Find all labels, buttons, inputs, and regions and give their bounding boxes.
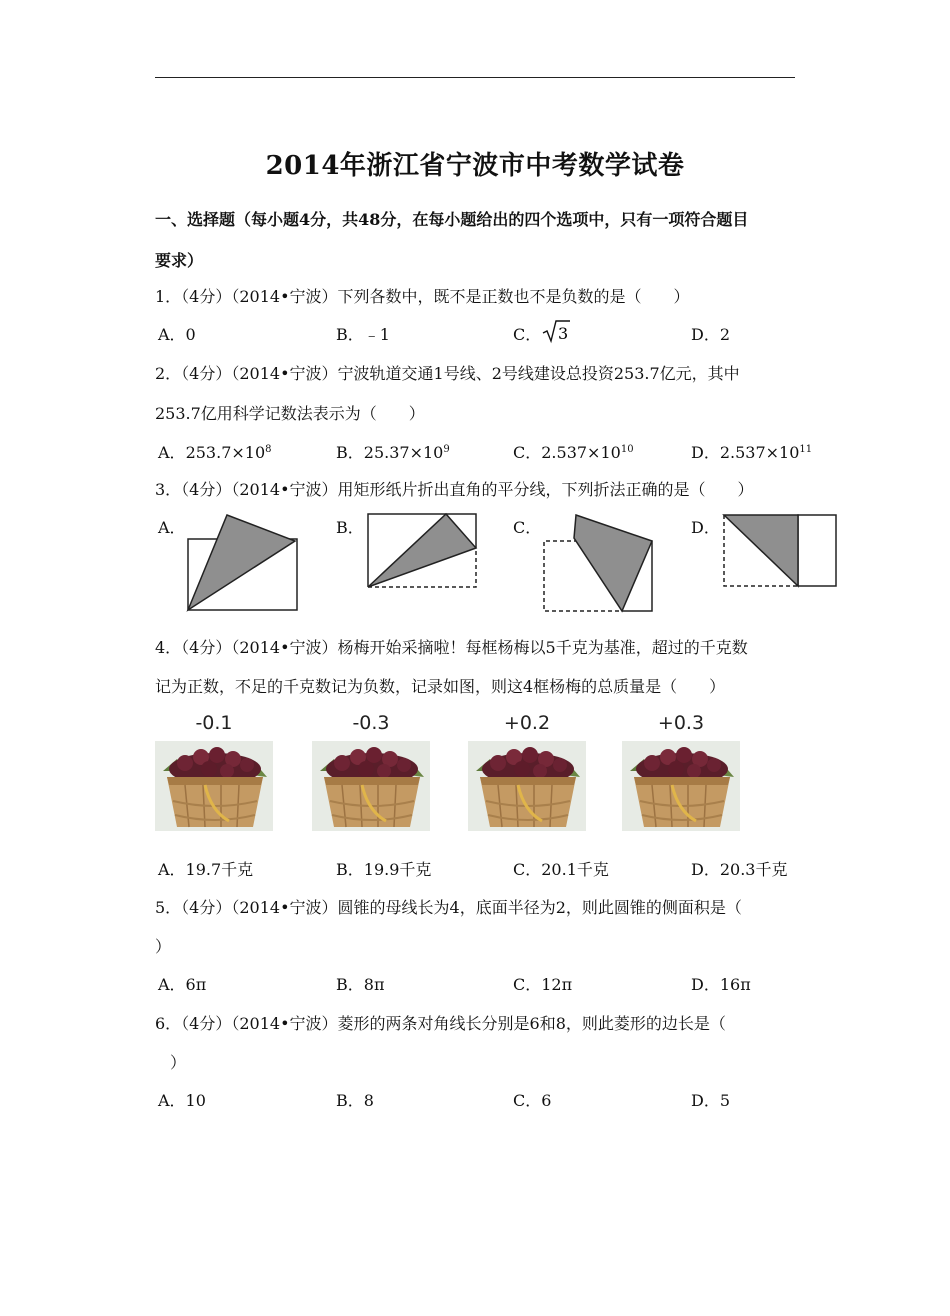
bayberry-basket-image: [622, 741, 740, 831]
q2-option-a: [158, 440, 272, 463]
fold-figure-c: [541, 512, 655, 614]
q2-option-b-base: 25.37×10: [363, 443, 444, 462]
q2-option-a-label: A．: [158, 443, 186, 462]
q4-option-d: D．20.3千克: [691, 860, 788, 879]
q1-radicand: 3: [558, 324, 569, 343]
bayberry-basket-image: [468, 741, 586, 831]
q4-option-b: B．19.9千克: [336, 860, 432, 879]
q6-option-d: D．5: [691, 1091, 731, 1110]
q2-option-c-base: 2.537×10: [541, 443, 621, 462]
q1-option-d: D．2: [691, 325, 731, 344]
q1-option-a: A．0: [158, 325, 196, 344]
square-root-icon: [541, 318, 571, 348]
q2-option-d-exp: 11: [799, 444, 813, 455]
q3-option-b: B．: [336, 518, 364, 537]
basket-label-4: +0.3: [657, 712, 705, 734]
q3-option-d: D．: [691, 518, 720, 537]
basket-label-2: -0.3: [352, 712, 390, 734]
q5-option-d: D．16π: [691, 975, 751, 994]
q6-option-c: C．6: [513, 1091, 552, 1110]
fold-figure-a: [186, 513, 300, 613]
section-heading-line1: 一、选择题（每小题4分，共48分，在每小题给出的四个选项中，只有一项符合题目: [155, 210, 749, 229]
question-1-stem: 1．（4分）（2014•宁波）下列各数中，既不是正数也不是负数的是（ ）: [155, 287, 690, 306]
question-6-stem-line2: ）: [170, 1053, 187, 1072]
q1-option-c-label: C．: [513, 325, 542, 344]
basket-label-3: +0.2: [503, 712, 551, 734]
basket-label-1: -0.1: [195, 712, 233, 734]
question-2-stem-line2: 253.7亿用科学记数法表示为（ ）: [155, 404, 425, 423]
fold-figure-d: [721, 512, 839, 590]
q2-option-c-exp: 10: [620, 444, 634, 455]
q2-option-b-label: B．: [336, 443, 364, 462]
q4-option-c: C．20.1千克: [513, 860, 609, 879]
q2-option-d-base: 2.537×10: [719, 443, 800, 462]
question-2-stem-line1: 2．（4分）（2014•宁波）宁波轨道交通1号线、2号线建设总投资253.7亿元，其中: [155, 364, 740, 383]
q2-option-c-label: C．: [513, 443, 542, 462]
q6-option-b: B．8: [336, 1091, 374, 1110]
question-4-stem-line1: 4．（4分）（2014•宁波）杨梅开始采摘啦！每框杨梅以5千克为基准，超过的千克数: [155, 638, 748, 657]
q4-option-a: A．19.7千克: [158, 860, 254, 879]
question-5-stem-line2: ）: [155, 937, 172, 956]
q2-option-a-exp: 8: [265, 444, 272, 455]
fold-figure-b: [364, 512, 480, 590]
q1-option-b: B．﹣1: [336, 325, 390, 344]
q3-option-a: A．: [158, 518, 186, 537]
q2-option-d: [691, 440, 812, 463]
q2-option-b-exp: 9: [443, 444, 450, 455]
question-3-stem: 3．（4分）（2014•宁波）用矩形纸片折出直角的平分线，下列折法正确的是（ ）: [155, 480, 754, 499]
q2-option-a-base: 253.7×10: [185, 443, 266, 462]
q6-option-a: A．10: [158, 1091, 206, 1110]
q2-option-c: [513, 440, 634, 463]
q5-option-a: A．6π: [158, 975, 207, 994]
q2-option-d-label: D．: [691, 443, 720, 462]
bayberry-basket-image: [155, 741, 273, 831]
question-4-stem-line2: 记为正数，不足的千克数记为负数，记录如图，则这4框杨梅的总质量是（ ）: [155, 677, 726, 696]
page-title: 2014年浙江省宁波市中考数学试卷: [265, 151, 685, 181]
bayberry-basket-image: [312, 741, 430, 831]
section-heading-line2: 要求）: [155, 251, 204, 270]
q5-option-c: C．12π: [513, 975, 573, 994]
q5-option-b: B．8π: [336, 975, 385, 994]
q2-option-b: [336, 440, 450, 463]
q1-option-c: [513, 318, 571, 348]
question-6-stem-line1: 6．（4分）（2014•宁波）菱形的两条对角线长分别是6和8，则此菱形的边长是（: [155, 1014, 726, 1033]
question-5-stem-line1: 5．（4分）（2014•宁波）圆锥的母线长为4，底面半径为2，则此圆锥的侧面积是（: [155, 898, 742, 917]
q3-option-c: C．: [513, 518, 542, 537]
header-rule: [155, 77, 795, 78]
